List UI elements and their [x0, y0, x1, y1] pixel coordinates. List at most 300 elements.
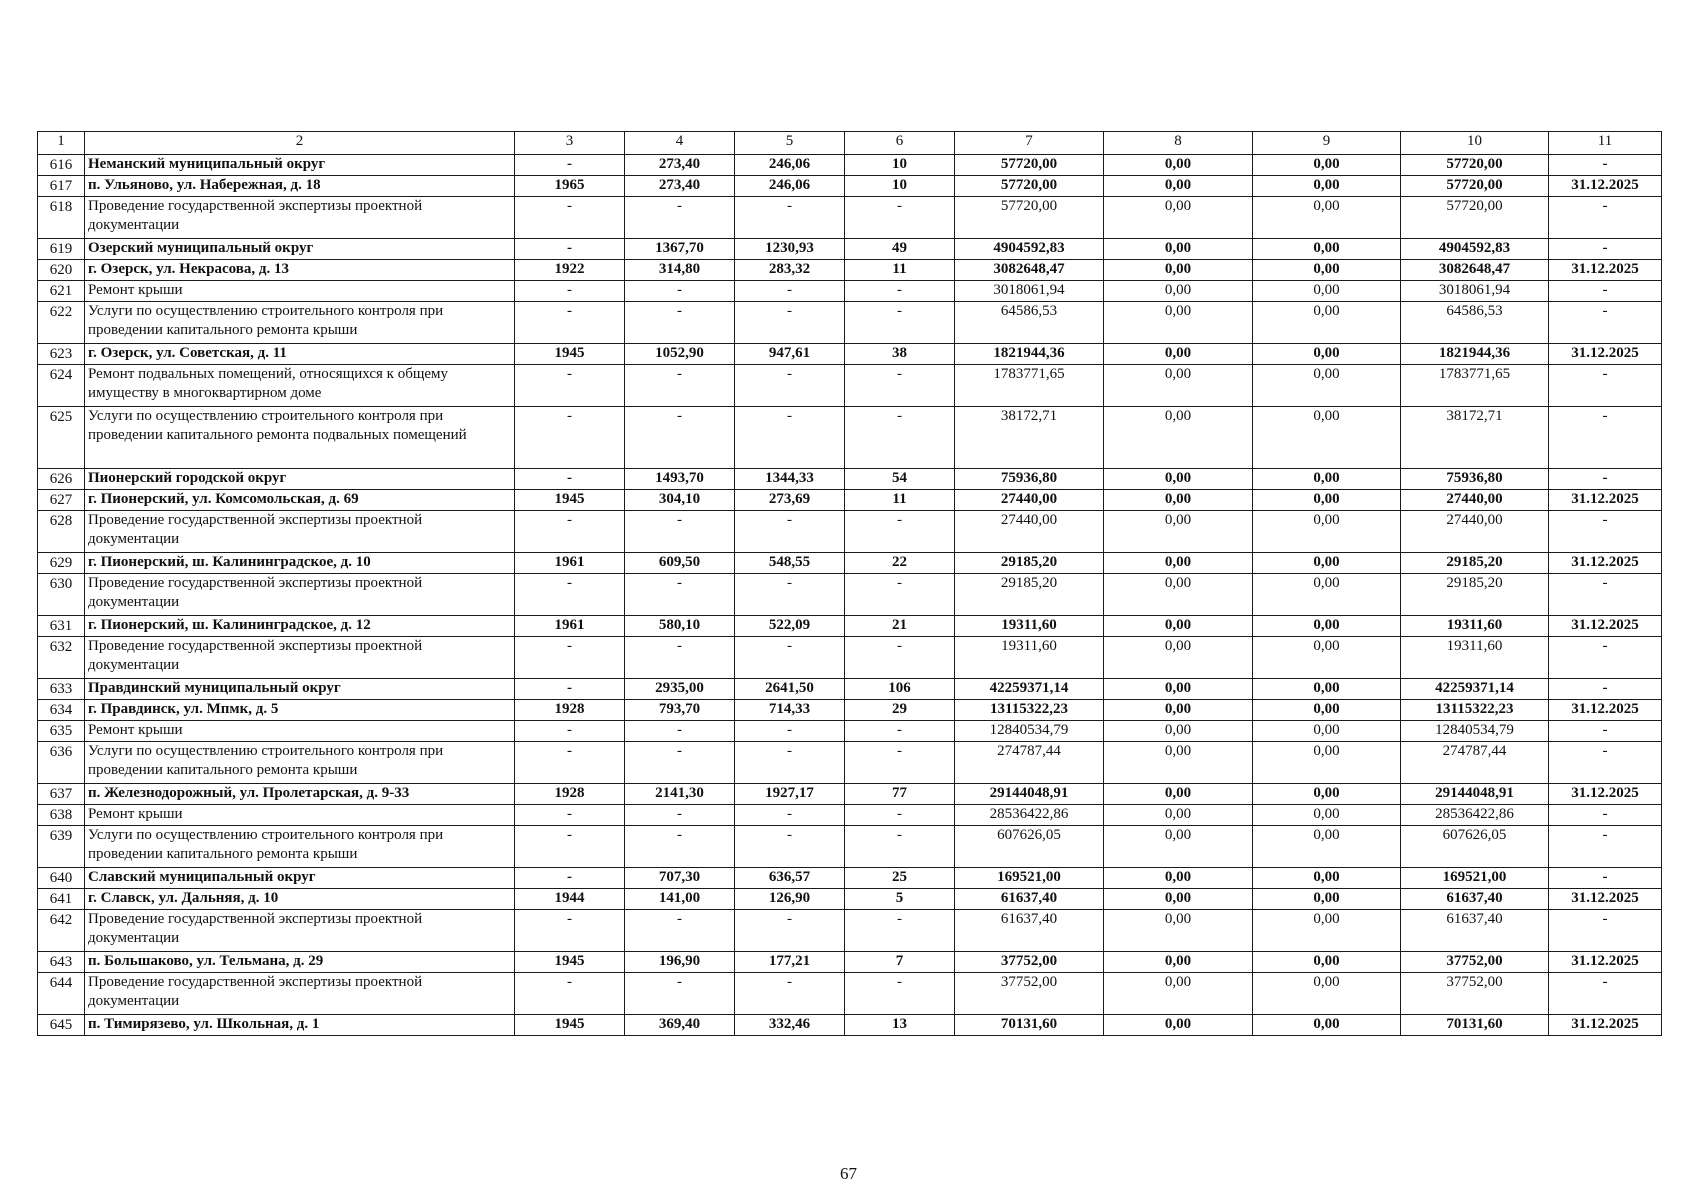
- row-name: г. Славск, ул. Дальняя, д. 10: [85, 889, 515, 910]
- cell-c6: -: [845, 742, 955, 784]
- header-row: [38, 132, 1662, 155]
- cell-c9: 0,00: [1253, 197, 1401, 239]
- cell-c10: 57720,00: [1401, 155, 1549, 176]
- cell-c8: 0,00: [1104, 889, 1253, 910]
- cell-c10: 1821944,36: [1401, 344, 1549, 365]
- cell-c4: 1493,70: [625, 469, 735, 490]
- table-row: [38, 910, 1662, 952]
- row-name: Пионерский городской округ: [85, 469, 515, 490]
- cell-c9: 0,00: [1253, 155, 1401, 176]
- cell-c7: 42259371,14: [955, 679, 1104, 700]
- cell-c3: -: [515, 365, 625, 407]
- cell-c5: -: [735, 574, 845, 616]
- cell-c3: 1928: [515, 700, 625, 721]
- cell-c8: 0,00: [1104, 952, 1253, 973]
- cell-c5: 246,06: [735, 176, 845, 197]
- cell-c6: -: [845, 365, 955, 407]
- cell-c8: 0,00: [1104, 344, 1253, 365]
- cell-c10: 37752,00: [1401, 952, 1549, 973]
- row-name: Услуги по осуществлению строительного контроля при проведении капитального ремонта крыши: [85, 302, 515, 344]
- cell-c7: 75936,80: [955, 469, 1104, 490]
- cell-c9: 0,00: [1253, 239, 1401, 260]
- table-row: [38, 490, 1662, 511]
- table-row: [38, 407, 1662, 469]
- cell-c8: 0,00: [1104, 197, 1253, 239]
- cell-c11: 31.12.2025: [1549, 344, 1662, 365]
- table-row: [38, 260, 1662, 281]
- row-number: 620: [38, 260, 85, 281]
- cell-c10: 29144048,91: [1401, 784, 1549, 805]
- table-row: [38, 679, 1662, 700]
- header-cell: 1: [38, 132, 85, 155]
- cell-c9: 0,00: [1253, 973, 1401, 1015]
- cell-c11: -: [1549, 302, 1662, 344]
- cell-c3: -: [515, 826, 625, 868]
- cell-c4: 273,40: [625, 176, 735, 197]
- row-name: Проведение государственной экспертизы проектной документации: [85, 910, 515, 952]
- cell-c6: 7: [845, 952, 955, 973]
- cell-c4: 369,40: [625, 1015, 735, 1036]
- cell-c8: 0,00: [1104, 700, 1253, 721]
- table-row: [38, 973, 1662, 1015]
- cell-c8: 0,00: [1104, 407, 1253, 469]
- cell-c5: 548,55: [735, 553, 845, 574]
- cell-c4: -: [625, 973, 735, 1015]
- cell-c11: -: [1549, 574, 1662, 616]
- cell-c11: -: [1549, 805, 1662, 826]
- cell-c4: 793,70: [625, 700, 735, 721]
- header-cell: 4: [625, 132, 735, 155]
- cell-c3: 1961: [515, 553, 625, 574]
- cell-c7: 57720,00: [955, 176, 1104, 197]
- cell-c8: 0,00: [1104, 805, 1253, 826]
- cell-c7: 3018061,94: [955, 281, 1104, 302]
- cell-c6: 11: [845, 490, 955, 511]
- table-row: [38, 784, 1662, 805]
- cell-c11: -: [1549, 742, 1662, 784]
- cell-c8: 0,00: [1104, 281, 1253, 302]
- cell-c4: 609,50: [625, 553, 735, 574]
- row-name: Ремонт крыши: [85, 721, 515, 742]
- cell-c3: 1945: [515, 952, 625, 973]
- cell-c9: 0,00: [1253, 490, 1401, 511]
- cell-c8: 0,00: [1104, 637, 1253, 679]
- cell-c6: 5: [845, 889, 955, 910]
- cell-c8: 0,00: [1104, 826, 1253, 868]
- cell-c7: 61637,40: [955, 889, 1104, 910]
- cell-c10: 169521,00: [1401, 868, 1549, 889]
- row-number: 616: [38, 155, 85, 176]
- row-number: 623: [38, 344, 85, 365]
- cell-c9: 0,00: [1253, 952, 1401, 973]
- cell-c7: 61637,40: [955, 910, 1104, 952]
- cell-c7: 13115322,23: [955, 700, 1104, 721]
- row-name: Неманский муниципальный округ: [85, 155, 515, 176]
- cell-c9: 0,00: [1253, 302, 1401, 344]
- row-name: г. Пионерский, ш. Калининградское, д. 12: [85, 616, 515, 637]
- cell-c11: -: [1549, 155, 1662, 176]
- cell-c11: 31.12.2025: [1549, 1015, 1662, 1036]
- cell-c6: 29: [845, 700, 955, 721]
- cell-c9: 0,00: [1253, 469, 1401, 490]
- cell-c11: 31.12.2025: [1549, 784, 1662, 805]
- cell-c4: -: [625, 511, 735, 553]
- cell-c7: 12840534,79: [955, 721, 1104, 742]
- cell-c11: -: [1549, 826, 1662, 868]
- cell-c6: -: [845, 637, 955, 679]
- cell-c3: -: [515, 197, 625, 239]
- cell-c4: -: [625, 574, 735, 616]
- header-cell: 9: [1253, 132, 1401, 155]
- cell-c11: 31.12.2025: [1549, 260, 1662, 281]
- cell-c10: 3018061,94: [1401, 281, 1549, 302]
- cell-c11: -: [1549, 197, 1662, 239]
- cell-c3: 1961: [515, 616, 625, 637]
- cell-c11: 31.12.2025: [1549, 176, 1662, 197]
- cell-c4: -: [625, 197, 735, 239]
- cell-c3: -: [515, 637, 625, 679]
- row-number: 628: [38, 511, 85, 553]
- cell-c8: 0,00: [1104, 784, 1253, 805]
- row-number: 617: [38, 176, 85, 197]
- cell-c5: -: [735, 407, 845, 469]
- cell-c9: 0,00: [1253, 700, 1401, 721]
- row-name: Услуги по осуществлению строительного контроля при проведении капитального ремонта подвальных помещений: [85, 407, 515, 469]
- cell-c7: 19311,60: [955, 637, 1104, 679]
- table-row: [38, 469, 1662, 490]
- cell-c6: 106: [845, 679, 955, 700]
- cell-c6: -: [845, 805, 955, 826]
- row-number: 636: [38, 742, 85, 784]
- row-number: 631: [38, 616, 85, 637]
- row-number: 639: [38, 826, 85, 868]
- row-number: 638: [38, 805, 85, 826]
- cell-c8: 0,00: [1104, 868, 1253, 889]
- cell-c9: 0,00: [1253, 553, 1401, 574]
- cell-c5: 2641,50: [735, 679, 845, 700]
- cell-c5: -: [735, 365, 845, 407]
- cell-c7: 29185,20: [955, 553, 1104, 574]
- table-row: [38, 616, 1662, 637]
- cell-c11: -: [1549, 469, 1662, 490]
- cell-c8: 0,00: [1104, 302, 1253, 344]
- cell-c10: 57720,00: [1401, 176, 1549, 197]
- cell-c5: 1344,33: [735, 469, 845, 490]
- table-row: [38, 700, 1662, 721]
- cell-c4: -: [625, 407, 735, 469]
- cell-c5: 947,61: [735, 344, 845, 365]
- header-cell: 10: [1401, 132, 1549, 155]
- cell-c3: -: [515, 239, 625, 260]
- cell-c7: 37752,00: [955, 952, 1104, 973]
- row-number: 625: [38, 407, 85, 469]
- cell-c10: 13115322,23: [1401, 700, 1549, 721]
- row-number: 635: [38, 721, 85, 742]
- cell-c6: -: [845, 721, 955, 742]
- cell-c10: 1783771,65: [1401, 365, 1549, 407]
- row-name: п. Железнодорожный, ул. Пролетарская, д. 9-33: [85, 784, 515, 805]
- cell-c6: -: [845, 407, 955, 469]
- cell-c4: -: [625, 910, 735, 952]
- cell-c7: 27440,00: [955, 490, 1104, 511]
- cell-c8: 0,00: [1104, 176, 1253, 197]
- cell-c9: 0,00: [1253, 407, 1401, 469]
- row-name: Озерский муниципальный округ: [85, 239, 515, 260]
- row-name: Славский муниципальный округ: [85, 868, 515, 889]
- cell-c9: 0,00: [1253, 679, 1401, 700]
- cell-c4: -: [625, 281, 735, 302]
- table-row: [38, 281, 1662, 302]
- cell-c9: 0,00: [1253, 511, 1401, 553]
- cell-c10: 70131,60: [1401, 1015, 1549, 1036]
- cell-c8: 0,00: [1104, 742, 1253, 784]
- row-name: Проведение государственной экспертизы проектной документации: [85, 511, 515, 553]
- row-number: 627: [38, 490, 85, 511]
- row-number: 622: [38, 302, 85, 344]
- cell-c9: 0,00: [1253, 574, 1401, 616]
- cell-c7: 64586,53: [955, 302, 1104, 344]
- cell-c7: 28536422,86: [955, 805, 1104, 826]
- cell-c10: 29185,20: [1401, 574, 1549, 616]
- row-name: Ремонт крыши: [85, 281, 515, 302]
- cell-c4: 580,10: [625, 616, 735, 637]
- row-number: 618: [38, 197, 85, 239]
- table-row: [38, 344, 1662, 365]
- cell-c5: 522,09: [735, 616, 845, 637]
- cell-c9: 0,00: [1253, 260, 1401, 281]
- cell-c10: 61637,40: [1401, 910, 1549, 952]
- cell-c11: 31.12.2025: [1549, 700, 1662, 721]
- cell-c7: 274787,44: [955, 742, 1104, 784]
- cell-c3: -: [515, 742, 625, 784]
- cell-c10: 42259371,14: [1401, 679, 1549, 700]
- cell-c4: 314,80: [625, 260, 735, 281]
- cell-c10: 27440,00: [1401, 511, 1549, 553]
- cell-c6: -: [845, 511, 955, 553]
- cell-c5: 283,32: [735, 260, 845, 281]
- cell-c10: 75936,80: [1401, 469, 1549, 490]
- cell-c3: 1944: [515, 889, 625, 910]
- cell-c8: 0,00: [1104, 1015, 1253, 1036]
- cell-c11: -: [1549, 365, 1662, 407]
- row-number: 632: [38, 637, 85, 679]
- cell-c7: 37752,00: [955, 973, 1104, 1015]
- table-row: [38, 197, 1662, 239]
- cell-c10: 3082648,47: [1401, 260, 1549, 281]
- cell-c3: 1965: [515, 176, 625, 197]
- cell-c3: 1922: [515, 260, 625, 281]
- cell-c4: 2141,30: [625, 784, 735, 805]
- table-row: [38, 176, 1662, 197]
- cell-c9: 0,00: [1253, 826, 1401, 868]
- cell-c6: 10: [845, 155, 955, 176]
- row-name: п. Большаково, ул. Тельмана, д. 29: [85, 952, 515, 973]
- row-name: Ремонт крыши: [85, 805, 515, 826]
- cell-c8: 0,00: [1104, 553, 1253, 574]
- cell-c5: 1927,17: [735, 784, 845, 805]
- cell-c6: -: [845, 910, 955, 952]
- table-row: [38, 239, 1662, 260]
- cell-c4: -: [625, 637, 735, 679]
- header-cell: 5: [735, 132, 845, 155]
- cell-c10: 19311,60: [1401, 616, 1549, 637]
- cell-c9: 0,00: [1253, 805, 1401, 826]
- cell-c3: 1945: [515, 490, 625, 511]
- cell-c9: 0,00: [1253, 910, 1401, 952]
- table-row: [38, 553, 1662, 574]
- table-row: [38, 721, 1662, 742]
- cell-c3: -: [515, 511, 625, 553]
- cell-c9: 0,00: [1253, 721, 1401, 742]
- cell-c3: -: [515, 910, 625, 952]
- cell-c7: 70131,60: [955, 1015, 1104, 1036]
- cell-c4: -: [625, 365, 735, 407]
- table-row: [38, 155, 1662, 176]
- cell-c11: -: [1549, 973, 1662, 1015]
- cell-c4: -: [625, 805, 735, 826]
- table-row: [38, 1015, 1662, 1036]
- cell-c11: 31.12.2025: [1549, 490, 1662, 511]
- cell-c4: 1052,90: [625, 344, 735, 365]
- cell-c10: 38172,71: [1401, 407, 1549, 469]
- cell-c11: 31.12.2025: [1549, 952, 1662, 973]
- cell-c4: -: [625, 826, 735, 868]
- cell-c8: 0,00: [1104, 910, 1253, 952]
- cell-c11: 31.12.2025: [1549, 616, 1662, 637]
- cell-c10: 28536422,86: [1401, 805, 1549, 826]
- row-number: 637: [38, 784, 85, 805]
- cell-c10: 274787,44: [1401, 742, 1549, 784]
- cell-c5: -: [735, 637, 845, 679]
- row-name: п. Ульяново, ул. Набережная, д. 18: [85, 176, 515, 197]
- row-number: 641: [38, 889, 85, 910]
- cell-c9: 0,00: [1253, 784, 1401, 805]
- cell-c11: -: [1549, 910, 1662, 952]
- cell-c4: -: [625, 721, 735, 742]
- row-number: 630: [38, 574, 85, 616]
- cell-c6: 21: [845, 616, 955, 637]
- cell-c4: -: [625, 302, 735, 344]
- cell-c3: -: [515, 302, 625, 344]
- cell-c6: 38: [845, 344, 955, 365]
- cell-c5: 177,21: [735, 952, 845, 973]
- cell-c9: 0,00: [1253, 281, 1401, 302]
- cell-c8: 0,00: [1104, 260, 1253, 281]
- cell-c8: 0,00: [1104, 679, 1253, 700]
- cell-c6: -: [845, 281, 955, 302]
- cell-c4: 196,90: [625, 952, 735, 973]
- cell-c7: 1821944,36: [955, 344, 1104, 365]
- cell-c3: 1945: [515, 1015, 625, 1036]
- cell-c3: -: [515, 281, 625, 302]
- table-row: [38, 365, 1662, 407]
- cell-c8: 0,00: [1104, 239, 1253, 260]
- cell-c10: 29185,20: [1401, 553, 1549, 574]
- cell-c4: 141,00: [625, 889, 735, 910]
- cell-c11: -: [1549, 721, 1662, 742]
- cell-c5: 246,06: [735, 155, 845, 176]
- row-number: 642: [38, 910, 85, 952]
- row-name: Ремонт подвальных помещений, относящихся к общему имуществу в многоквартирном доме: [85, 365, 515, 407]
- table-row: [38, 952, 1662, 973]
- row-number: 644: [38, 973, 85, 1015]
- row-name: г. Озерск, ул. Советская, д. 11: [85, 344, 515, 365]
- row-number: 621: [38, 281, 85, 302]
- cell-c7: 3082648,47: [955, 260, 1104, 281]
- row-number: 643: [38, 952, 85, 973]
- row-name: п. Тимирязево, ул. Школьная, д. 1: [85, 1015, 515, 1036]
- table-row: [38, 805, 1662, 826]
- table-row: [38, 302, 1662, 344]
- row-name: Услуги по осуществлению строительного контроля при проведении капитального ремонта крыши: [85, 826, 515, 868]
- cell-c11: -: [1549, 511, 1662, 553]
- header-cell: 3: [515, 132, 625, 155]
- cell-c8: 0,00: [1104, 365, 1253, 407]
- cell-c10: 57720,00: [1401, 197, 1549, 239]
- cell-c6: 22: [845, 553, 955, 574]
- cell-c8: 0,00: [1104, 721, 1253, 742]
- table-row: [38, 511, 1662, 553]
- row-number: 645: [38, 1015, 85, 1036]
- cell-c8: 0,00: [1104, 490, 1253, 511]
- cell-c4: 707,30: [625, 868, 735, 889]
- row-number: 640: [38, 868, 85, 889]
- row-name: г. Правдинск, ул. Мпмк, д. 5: [85, 700, 515, 721]
- row-name: Проведение государственной экспертизы проектной документации: [85, 973, 515, 1015]
- cell-c7: 27440,00: [955, 511, 1104, 553]
- cell-c10: 19311,60: [1401, 637, 1549, 679]
- cell-c5: -: [735, 511, 845, 553]
- cell-c5: 332,46: [735, 1015, 845, 1036]
- cell-c6: 77: [845, 784, 955, 805]
- cell-c10: 4904592,83: [1401, 239, 1549, 260]
- row-name: Услуги по осуществлению строительного контроля при проведении капитального ремонта крыши: [85, 742, 515, 784]
- row-number: 624: [38, 365, 85, 407]
- cell-c3: -: [515, 805, 625, 826]
- cell-c7: 29144048,91: [955, 784, 1104, 805]
- cell-c11: 31.12.2025: [1549, 889, 1662, 910]
- cell-c9: 0,00: [1253, 176, 1401, 197]
- cell-c8: 0,00: [1104, 155, 1253, 176]
- cell-c7: 57720,00: [955, 197, 1104, 239]
- cell-c5: -: [735, 742, 845, 784]
- table-row: [38, 637, 1662, 679]
- cell-c11: -: [1549, 407, 1662, 469]
- cell-c4: -: [625, 742, 735, 784]
- cell-c7: 4904592,83: [955, 239, 1104, 260]
- cell-c10: 37752,00: [1401, 973, 1549, 1015]
- cell-c3: -: [515, 679, 625, 700]
- cell-c7: 29185,20: [955, 574, 1104, 616]
- cell-c6: -: [845, 973, 955, 1015]
- cell-c6: 10: [845, 176, 955, 197]
- cell-c6: 54: [845, 469, 955, 490]
- cell-c5: 273,69: [735, 490, 845, 511]
- cell-c11: -: [1549, 679, 1662, 700]
- cell-c9: 0,00: [1253, 616, 1401, 637]
- cell-c5: -: [735, 302, 845, 344]
- cell-c6: 11: [845, 260, 955, 281]
- cell-c7: 1783771,65: [955, 365, 1104, 407]
- cell-c11: 31.12.2025: [1549, 553, 1662, 574]
- cell-c3: -: [515, 574, 625, 616]
- cell-c9: 0,00: [1253, 868, 1401, 889]
- table-row: [38, 868, 1662, 889]
- cell-c5: -: [735, 826, 845, 868]
- cell-c7: 169521,00: [955, 868, 1104, 889]
- cell-c3: 1928: [515, 784, 625, 805]
- page-number: 67: [840, 1164, 857, 1183]
